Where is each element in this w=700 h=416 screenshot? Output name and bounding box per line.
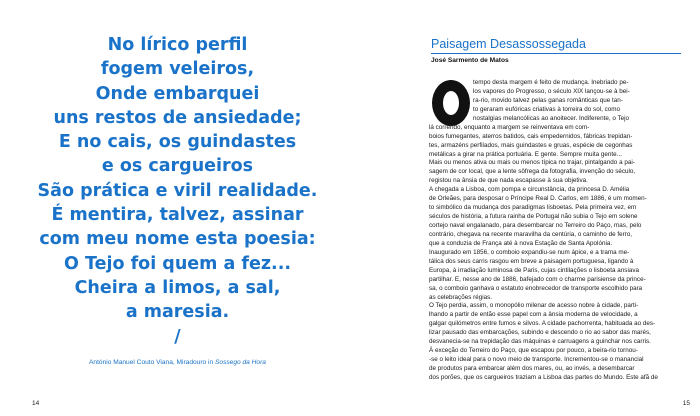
poem [0,33,355,349]
body-line: Europa, à irradiação luminosa de Paris, cujas cintilações o lisboeta ansiava [429,266,640,274]
body-line: to simbólico da mudança dos paradigmas lisboetas. Pela primeira vez, em [429,204,637,212]
poem-line: São prática e viril realidade. [37,180,318,201]
body-line: tes, armazéns perfilados, mais guindastes e gruas, espécie de cegonhas [429,141,633,149]
title-divider [431,53,681,54]
page-number-right: 15 [682,400,690,407]
body-line: dos porões, que os cargueiros traziam a Lisboa das partes do Mundo. Este afã de [429,373,658,381]
poem-line: com meu nome esta poesia: [39,229,316,250]
body-line: lá correndo, enquanto a margem se reinventava em com- [429,123,590,131]
body-line: Inaugurado em 1856, o comboio expandiu-se num ápice, e a trama me- [429,248,630,256]
article-author: José Sarmento de Matos [431,57,509,64]
body-line: À exceção do Terreiro do Paço, que escapou por pouco, a beira-rio tornou- [429,347,638,355]
body-line: partilhar. E, nesse ano de 1886, bafejado com o charme parisiense da prince- [429,275,646,283]
poem-line: e os cargueiros [101,156,254,177]
page-number-left: 14 [32,400,40,407]
poem-end-mark: / [174,326,181,347]
body-line: -se o leito ideal para o novo meio de transporte. Incrementou-se o manancial [429,356,644,364]
body-line: nostalgias melancólicas ao anoitecer. Indiferente, o Tejo [473,114,630,122]
poem-attribution [0,359,355,366]
article-title: Paisagem Desassossegada [431,37,586,51]
poem-line: É mentira, talvez, assinar [51,205,304,226]
poem-line: Onde embarquei [95,83,260,104]
body-line: los vapores do Progresso, o século XIX lançou-se à bei- [473,87,630,95]
article-body [429,79,691,383]
poem-line: Cheira a limos, a sal, [74,277,281,298]
body-line: de Orleães, para desposar o Príncipe Real D. Carlos, em 1886, é um momen- [429,195,647,203]
body-line: A chegada a Lisboa, com pompa e circunstância, da princesa D. Amélia [429,186,630,194]
body-line: séculos de história, a futura rainha de Portugal não subia o Tejo em solene [429,213,638,221]
body-line: tempo desta margem é feito de mudança. Inebriado pe- [473,79,629,86]
body-line: ra-rio, movido talvez pelas ganas românticas que tan- [473,96,623,104]
attribution-book-title: Sossego da Hora [215,359,266,366]
poem-line: E no cais, os guindastes [58,132,297,153]
body-line: de produtos para embarcar além dos mares, ou, ao invés, a desembarcar [429,365,635,372]
body-line: que a conduzia de França até à nova Estação de Santa Apolónia. [429,239,613,247]
body-line: registou na ânsia de que nada escapasse à sua objetiva. [429,177,588,185]
body-line: tálica dos seus carris rasgou em breve a paisagem portuguesa, ligando à [429,257,634,265]
body-line: O Tejo perdia, assim, o monopólio milenar de acesso nobre à cidade, parti- [429,302,639,310]
poem-line: O Tejo foi quem a fez... [64,253,291,274]
body-line: sagem de cor local, que a lente sôfrega da fotografia, invenção do século, [429,168,636,176]
attribution-author: António Manuel Couto Viana, Miradouro in [89,359,216,366]
body-line: metálicas a girar na prática portuária. E gente. Sempre muita gente... [429,150,622,158]
poem-line: a maresia. [125,302,230,323]
poem-line: No lírico perfil [107,35,248,55]
body-line: to geraram eufóricas criativas à torreira do sol, como [473,105,620,113]
body-line: contrário, chegava na recente maravilha da centúria, o caminho de ferro, [429,230,633,238]
body-line: sa, o comboio ganhava o estatuto enobrecedor de transporte escolhido para [429,284,643,292]
body-line: lhando a partir de então esse papel com a ânsia moderna de velocidade, a [429,311,638,319]
body-line: cortejo naval engalanado, para desembarcar no Terreiro do Paço, mas, pelo [429,222,642,229]
body-line: lizar pausado das embarcações, subindo e descendo o rio ao sabor das marés, [429,329,651,337]
body-line: as celebrações régias. [429,293,493,301]
body-line: desvanecia-se na trepidação das máquinas e carruagens a guinchar nos carris. [429,338,651,346]
body-line: boios fumegantes, aterros batidos, cais empedernidos, fábricas trepidan- [429,132,633,140]
poem-line: fogem veleiros, [100,59,255,80]
poem-line: uns restos de ansiedade; [53,107,302,128]
body-line: galgar quilómetros entre fumos e silvos. A cidade pachorrenta, habituada ao des- [429,320,656,328]
body-line: Mais ou menos ativa ou mais ou menos típica no trajar, pintalgando a pai- [429,159,635,167]
